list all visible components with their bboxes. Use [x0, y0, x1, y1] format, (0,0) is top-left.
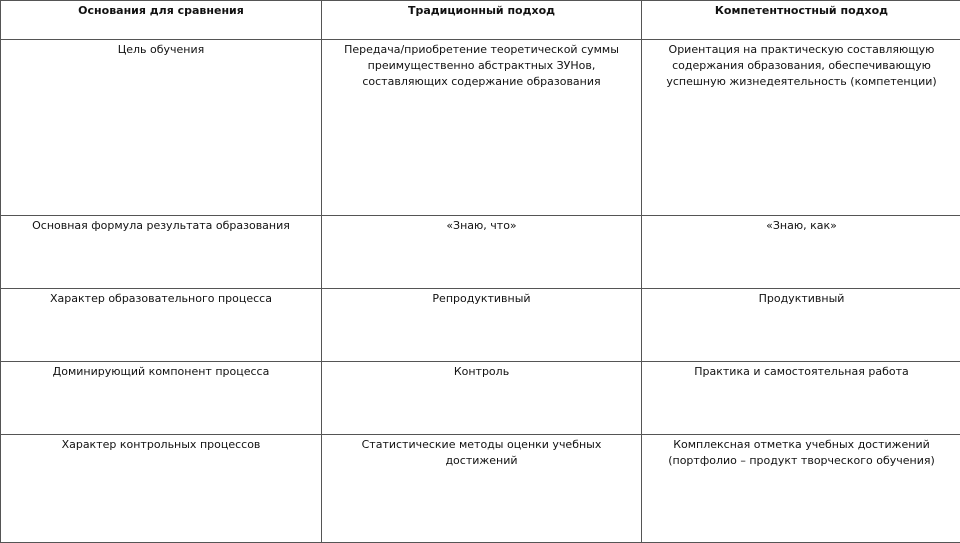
header-traditional-approach: Традиционный подход	[322, 1, 642, 40]
traditional-cell: Передача/приобретение теоретической суммы преимущественно абстрактных ЗУНов, составляющих содержание образования	[322, 40, 642, 216]
traditional-cell: Статистические методы оценки учебных достижений	[322, 435, 642, 543]
competency-cell: Продуктивный	[642, 289, 960, 362]
competency-cell: «Знаю, как»	[642, 216, 960, 289]
header-criteria: Основания для сравнения	[1, 1, 322, 40]
row-criterion: Характер контрольных процессов	[1, 435, 322, 543]
table-row	[1, 289, 960, 362]
table-header-row	[1, 1, 960, 40]
table-row	[1, 362, 960, 435]
row-criterion: Характер образовательного процесса	[1, 289, 322, 362]
table-row	[1, 435, 960, 543]
competency-cell: Ориентация на практическую составляющую содержания образования, обеспечивающую успешную жизнедеятельность (компетенции)	[642, 40, 960, 216]
traditional-cell: «Знаю, что»	[322, 216, 642, 289]
competency-cell: Комплексная отметка учебных достижений (портфолио – продукт творческого обучения)	[642, 435, 960, 543]
competency-cell: Практика и самостоятельная работа	[642, 362, 960, 435]
row-criterion: Основная формула результата образования	[1, 216, 322, 289]
table-row	[1, 216, 960, 289]
traditional-cell: Контроль	[322, 362, 642, 435]
header-competency-approach: Компетентностный подход	[642, 1, 960, 40]
table-row	[1, 40, 960, 216]
row-criterion: Доминирующий компонент процесса	[1, 362, 322, 435]
row-criterion: Цель обучения	[1, 40, 322, 216]
traditional-cell: Репродуктивный	[322, 289, 642, 362]
